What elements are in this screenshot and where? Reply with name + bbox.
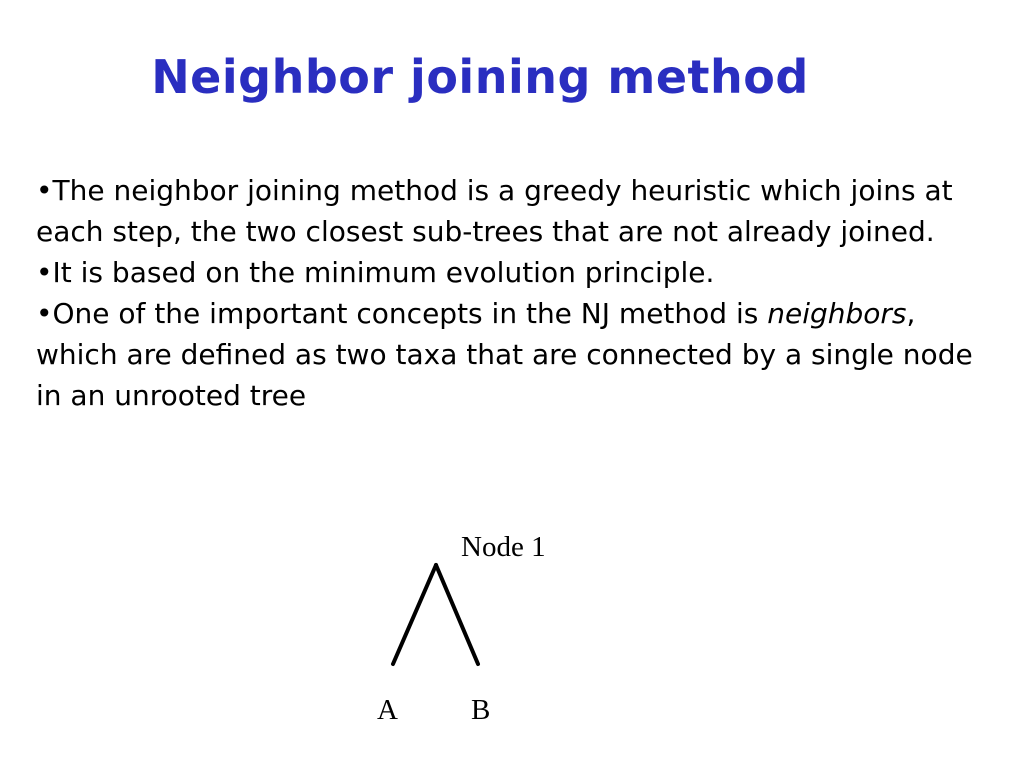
bullet-symbol: •	[36, 174, 53, 207]
tree-edge-left	[393, 565, 436, 664]
bullet-symbol: •	[36, 256, 53, 289]
node-1-label: Node 1	[461, 531, 546, 563]
leaf-b-label: B	[471, 694, 491, 726]
bullet-text: The neighbor joining method is a greedy heuristic which joins at each step, the two closest sub-trees that are not already joined.	[36, 174, 953, 248]
slide-title: Neighbor joining method	[151, 50, 809, 104]
bullet-text: It is based on the minimum evolution principle.	[52, 256, 715, 289]
tree-edge-right	[436, 565, 478, 664]
emphasis-neighbors: neighbors	[767, 297, 907, 330]
bullet-symbol: •	[36, 297, 53, 330]
bullet-text-continued: , which are defined as two taxa that are connected by a single node in an unrooted tree	[36, 297, 973, 412]
bullet-text: One of the important concepts in the NJ method is	[52, 297, 768, 330]
leaf-a-label: A	[377, 694, 398, 726]
